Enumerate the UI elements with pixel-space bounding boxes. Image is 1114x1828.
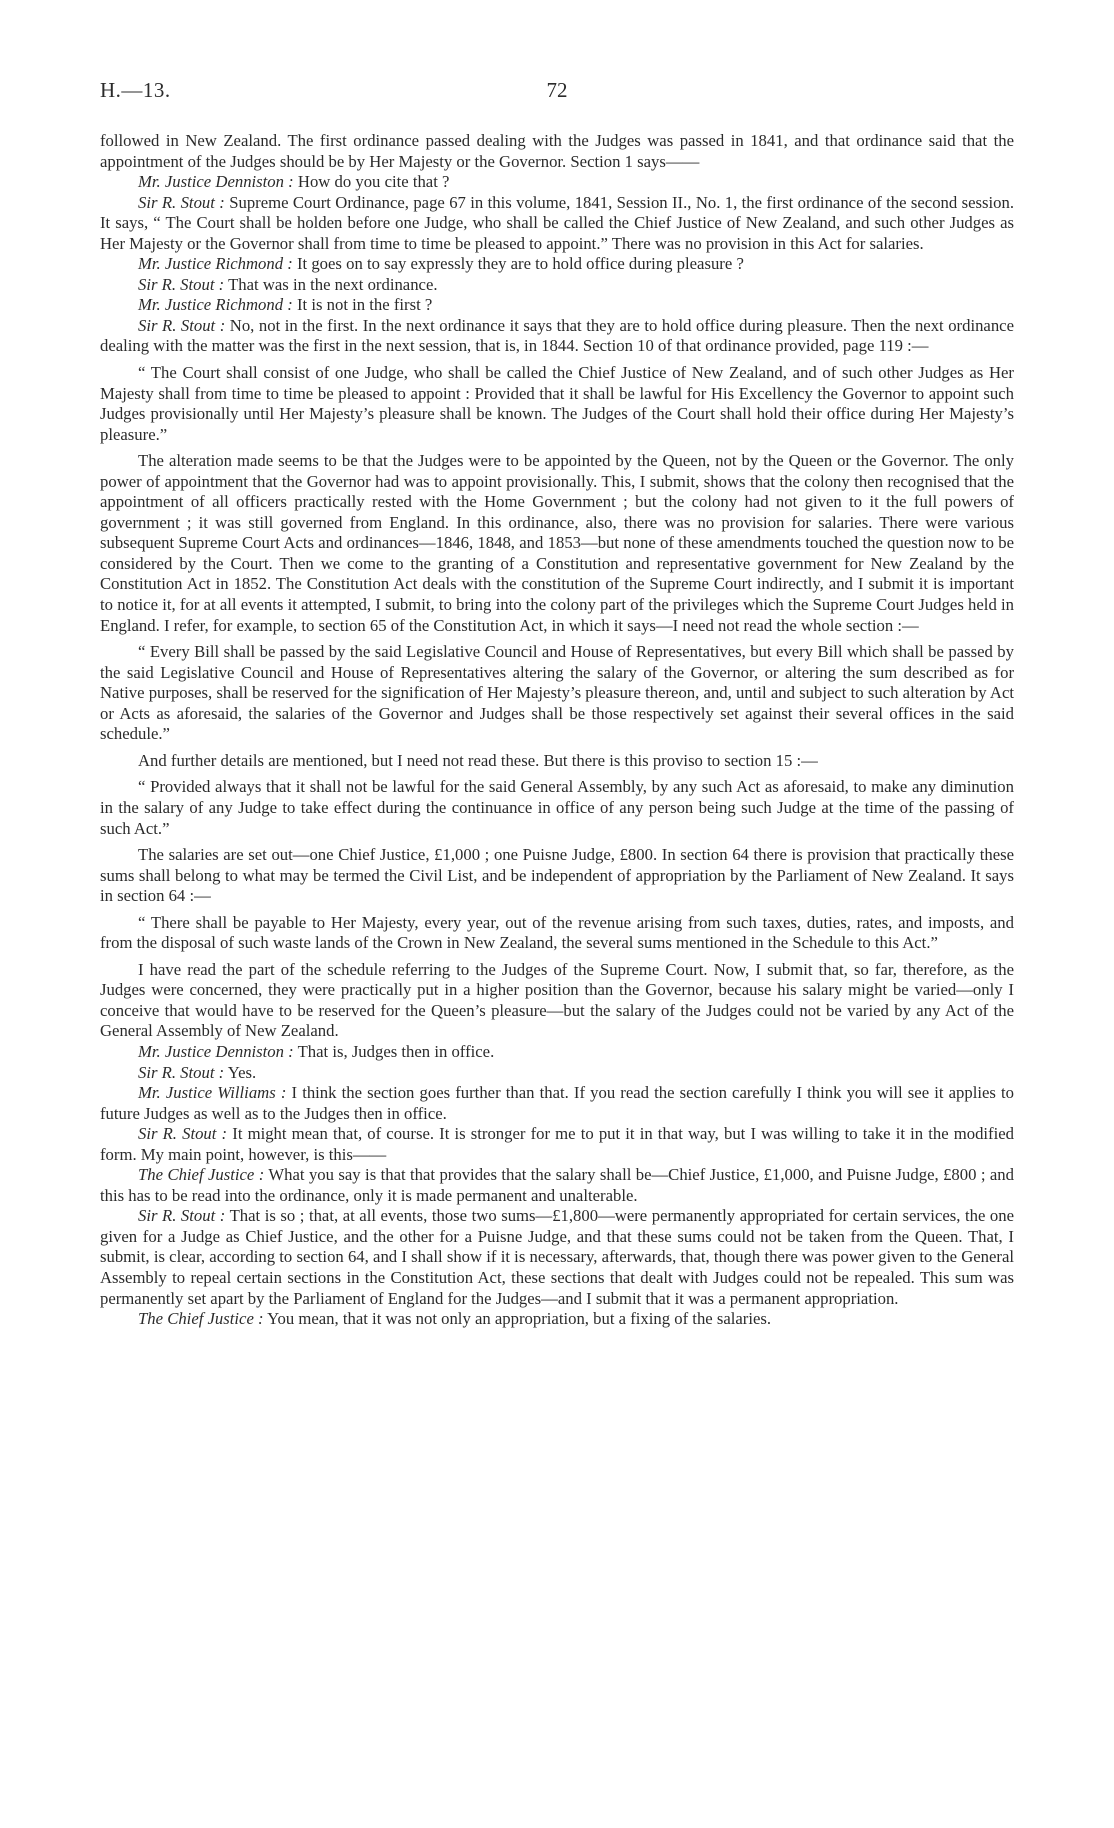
speaker-paragraph — [100, 172, 1014, 193]
document-body — [100, 131, 1014, 1330]
paragraph-text: It might mean that, of course. It is stronger for me to put it in that way, but I was willing to take it in the modified form. My main point, however, is this—— — [100, 1124, 1014, 1164]
paragraph-text: “ Every Bill shall be passed by the said Legislative Council and House of Representatives, but every Bill which shall be passed by the said Legislative Council and House of Representatives altering the salary of the Governor, or altering the sum described as for Native purposes, shall be reserved for the signification of Her Majesty’s pleasure thereon, and, until and subject to such alteration by Act or Acts as aforesaid, the salaries of the Governor and Judges shall be those respectively set against their several offices in the said schedule.” — [100, 642, 1014, 744]
quoted-passage — [100, 642, 1014, 745]
paragraph-text: Supreme Court Ordinance, page 67 in this volume, 1841, Session II., No. 1, the first ordinance of the second session. It says, “ The Court shall be holden before one Judge, who shall be called the Chief Justice of New Zealand, and such other Judges as Her Majesty or the Governor shall from time to time be pleased to appoint.” There was no provision in this Act for salaries. — [100, 192, 1014, 253]
speaker-name: Mr. Justice Denniston : — [138, 1041, 294, 1061]
speaker-paragraph — [100, 1063, 1014, 1084]
page-number: 72 — [546, 78, 568, 102]
paragraph-text: The salaries are set out—one Chief Justice, £1,000 ; one Puisne Judge, £800. In section 64 there is provision that practically these sums shall belong to what may be termed the Civil List, and be independent of appropriation by the Parliament of New Zealand. It says in section 64 :— — [100, 845, 1014, 906]
speaker-name: Sir R. Stout : — [138, 1124, 228, 1144]
paragraph-text: That was in the next ordinance. — [224, 274, 438, 294]
speaker-paragraph — [100, 193, 1014, 255]
speaker-paragraph — [100, 1309, 1014, 1330]
paragraph-text: The alteration made seems to be that the Judges were to be appointed by the Queen, not by the Queen or the Governor. The only power of appointment that the Governor had was to appoint provisionally. This, I submit, shows that the colony then recognised that the appointment of all officers practically rested with the Home Government ; but the colony had not given to it the full powers of government ; it was still governed from England. In this ordinance, also, there was no provision for salaries. There were various subsequent Supreme Court Acts and ordinances—1846, 1848, and 1853—but none of these amendments touched the question now to be considered by the Court. Then we come to the granting of a Constitution and representative government for New Zealand by the Constitution Act in 1852. The Constitution Act deals with the constitution of the Supreme Court indirectly, and I submit it is important to notice it, for at all events it attempted, I submit, to bring into the colony part of the privileges which the Supreme Court Judges held in England. I refer, for example, to section 65 of the Constitution Act, in which it says—I need not read the whole section :— — [100, 451, 1014, 635]
speaker-name: Mr. Justice Williams : — [138, 1083, 287, 1103]
speaker-name: The Chief Justice : — [138, 1309, 264, 1329]
paragraph-text: That is, Judges then in office. — [293, 1041, 495, 1061]
paragraph-text: Yes. — [224, 1062, 257, 1082]
quoted-passage — [100, 777, 1014, 839]
paragraph-text: “ Provided always that it shall not be lawful for the said General Assembly, by any such Act as aforesaid, to make any diminution in the salary of any Judge to take effect during the continuance in office of any person being such Judge at the time of the passing of such Act.” — [100, 777, 1014, 838]
document-reference: H.—13. — [100, 78, 171, 102]
speaker-paragraph — [100, 1165, 1014, 1206]
speaker-name: Sir R. Stout : — [138, 315, 226, 335]
paragraph-text: And further details are mentioned, but I need not read these. But there is this proviso to section 15 :— — [138, 750, 818, 770]
speaker-name: Mr. Justice Denniston : — [138, 172, 294, 192]
speaker-name: Sir R. Stout : — [138, 192, 225, 212]
paragraph-text: What you say is that that provides that the salary shall be—Chief Justice, £1,000, and Puisne Judge, £800 ; and this has to be read into the ordinance, only it is made permanent and unalterable. — [100, 1165, 1014, 1205]
paragraph-text: followed in New Zealand. The first ordinance passed dealing with the Judges was passed in 1841, and that ordinance said that the appointment of the Judges should be by Her Majesty or the Governor. Section 1 says—— — [100, 131, 1014, 171]
paragraph — [100, 960, 1014, 1042]
paragraph — [100, 451, 1014, 636]
quoted-passage — [100, 913, 1014, 954]
speaker-paragraph — [100, 1124, 1014, 1165]
paragraph — [100, 845, 1014, 907]
paragraph-text: I think the section goes further than that. If you read the section carefully I think you will see it applies to future Judges as well as to the Judges then in office. — [100, 1083, 1014, 1123]
paragraph-text: “ The Court shall consist of one Judge, who shall be called the Chief Justice of New Zealand, and of such other Judges as Her Majesty shall from time to time be pleased to appoint : Provided that it shall be lawful for His Excellency the Governor to appoint such Judges provisionally until Her Majesty’s pleasure shall be known. The Judges of the Court shall hold their office during Her Majesty’s pleasure.” — [100, 363, 1014, 444]
paragraph-text: How do you cite that ? — [293, 172, 450, 192]
continued-paragraph — [100, 131, 1014, 172]
speaker-name: Sir R. Stout : — [138, 274, 225, 294]
paragraph-text: It goes on to say expressly they are to hold office during pleasure ? — [292, 254, 744, 274]
speaker-name: Mr. Justice Richmond : — [138, 254, 293, 274]
speaker-name: The Chief Justice : — [138, 1165, 265, 1185]
speaker-paragraph — [100, 1083, 1014, 1124]
speaker-paragraph — [100, 1206, 1014, 1309]
speaker-name: Mr. Justice Richmond : — [138, 295, 293, 315]
speaker-paragraph — [100, 275, 1014, 296]
speaker-paragraph — [100, 254, 1014, 275]
paragraph-text: It is not in the first ? — [292, 295, 433, 315]
paragraph-text: I have read the part of the schedule referring to the Judges of the Supreme Court. Now, I submit that, so far, therefore, as the Judges were concerned, they were practically put in a higher position than the Governor, because his salary might be varied—only I conceive that would have to be reserved for the Queen’s pleasure—but the salary of the Judges could not be varied by any Act of the General Assembly of New Zealand. — [100, 959, 1014, 1041]
paragraph — [100, 751, 1014, 772]
paragraph-text: That is so ; that, at all events, those two sums—£1,800—were permanently appropriated for certain services, the one given for a Judge as Chief Justice, and the other for a Puisne Judge, and that these sums could not be taken from the Queen. That, I submit, is clear, according to section 64, and I shall show if it is necessary, afterwards, that, though there was power given to the General Assembly to repeal certain sections in the Constitution Act, these sections that dealt with Judges could not be repealed. This sum was permanently set apart by the Parliament of England for the Judges—and I submit that it was a permanent appropriation. — [100, 1206, 1014, 1308]
page-header — [100, 78, 1014, 108]
paragraph-text: “ There shall be payable to Her Majesty, every year, out of the revenue arising from such taxes, duties, rates, and imposts, and from the disposal of such waste lands of the Crown in New Zealand, the several sums mentioned in the Schedule to this Act.” — [100, 912, 1014, 953]
quoted-passage — [100, 363, 1014, 445]
speaker-paragraph — [100, 316, 1014, 357]
speaker-paragraph — [100, 295, 1014, 316]
speaker-name: Sir R. Stout : — [138, 1206, 226, 1226]
speaker-paragraph — [100, 1042, 1014, 1063]
paragraph-text: No, not in the first. In the next ordinance it says that they are to hold office during pleasure. Then the next ordinance dealing with the matter was the first in the next session, that is, in 1844. Section 10 of that ordinance provided, page 119 :— — [100, 315, 1014, 356]
paragraph-text: You mean, that it was not only an appropriation, but a fixing of the salaries. — [263, 1309, 772, 1329]
speaker-name: Sir R. Stout : — [138, 1062, 225, 1082]
